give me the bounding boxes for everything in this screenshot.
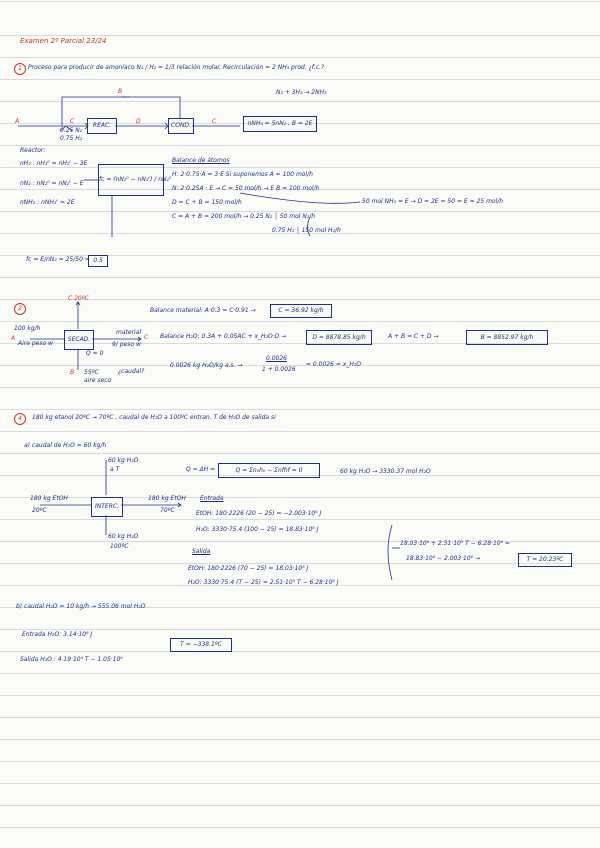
- q3-result-box: [518, 553, 572, 567]
- q1-bal4: C = A + B = 200 mol/h → 0.25 N₂ │ 50 mol N₂/h: [172, 213, 316, 220]
- q1-bal1: H: 2·0.75·A = 3·E Si suponemos A = 100 mol/h: [172, 171, 313, 178]
- q1-bal3: D = C + B = 150 mol/h: [172, 199, 242, 206]
- q3-bottom-in-t: 100ºC: [110, 543, 129, 550]
- q1-reactor-box: [87, 118, 117, 134]
- q3-b-ent: Entrada H₂O: 3.14·10⁶ J: [22, 631, 93, 638]
- question-number-2: 2: [14, 303, 26, 315]
- q2-out-b: B: [70, 369, 75, 376]
- q3-salida-heading: Salida: [192, 548, 211, 555]
- q2-air-out: 55ºC: [84, 369, 99, 376]
- q3-part-a: a) caudal de H₂O = 60 kg/h: [24, 442, 107, 449]
- q2-feed-a: A: [11, 335, 16, 342]
- q3-statement: 180 kg etanol 20ºC → 70ºC , caudal de H₂O a 100ºC entran. T de H₂O de salida si: [32, 414, 276, 421]
- q3-right-out-t: 70ºC: [160, 507, 175, 514]
- q1-product-text: nNH₃ = 5nN₂ , B = 2E: [247, 120, 313, 127]
- q1-fc-result-value: 0.5: [93, 257, 103, 264]
- q3-sal1: EtOH: 180·2226 (70 − 25) = 18.03·10⁶ J: [188, 565, 309, 572]
- q1-stream-b: B: [118, 88, 123, 95]
- q1-product-box: [243, 116, 317, 132]
- q3-result-l1: 18.03·10⁶ + 2.51·10⁵ T − 6.28·10⁶ =: [400, 540, 510, 547]
- q1-reactor-heading: Reactor:: [20, 147, 46, 154]
- q3-energy-eq: Q = ΔH =: [186, 466, 216, 473]
- q2-dryer-label: SECAD.: [67, 336, 91, 343]
- q1-eq1: nH₂ : nH₂⁰ = nH₂ᶠ − 3E: [20, 160, 88, 167]
- q3-ent2: H₂O: 3330·75.4 (100 − 25) = 18.83·10⁶ J: [196, 526, 319, 533]
- q1-eq3: nNH₃ : nNH₃ᶠ = 2E: [20, 199, 75, 206]
- q1-condenser-label: COND.: [171, 122, 191, 129]
- q2-humidity-left: 0.0026 kg H₂O/kg a.s. →: [170, 362, 243, 369]
- q1-stream-c: C: [70, 118, 75, 125]
- q1-feed-h2: 0.75 H₂: [60, 135, 83, 142]
- q3-left-in-t: 20ºC: [32, 507, 47, 514]
- q1-statement: Proceso para producir de amoníaco N₂ / H₂ = 1/3 relación molar. Recirculación = 2 NH₃ prod. ¿f.c.?: [28, 64, 325, 71]
- q2-d-result: D = 8878.85 kg/h: [312, 334, 366, 341]
- q3-right-out: 180 kg EtOH: [148, 495, 186, 502]
- q1-reactor-label: REAC.: [92, 122, 112, 129]
- q3-b-sal: Salida H₂O : 4.19·10⁴ T − 1.05·10⁶: [20, 656, 123, 663]
- q1-bal5: 0.75 H₂ │ 150 mol H₂/h: [272, 227, 341, 234]
- q2-out-label: material: [116, 329, 142, 336]
- q1-balance-heading: Balance de átomos: [172, 157, 230, 164]
- q2-feed-note: Aire peso w: [18, 340, 53, 347]
- q3-result-value: T = 20.23ºC: [526, 556, 564, 563]
- q2-air-in: C 20ºC: [68, 295, 89, 302]
- q3-part-b: b) caudal H₂O = 10 kg/h → 555.06 mol H₂O: [16, 603, 146, 610]
- q1-condenser-box: [168, 118, 194, 134]
- q2-feed: 100 kg/h: [14, 325, 41, 332]
- q1-fc-formula: fc = (nN₂⁰ − nN₂ᶠ) / nN₂⁰: [99, 176, 172, 183]
- q3-bottom-in: 60 kg H₂O: [108, 533, 139, 540]
- q2-out-note: 9/ peso w: [112, 341, 141, 348]
- q2-mass-result: C = 36.92 kg/h: [278, 307, 324, 314]
- q2-water-balance: Balance H₂O: 0.3A + 0.05AC + x_H₂O·D →: [160, 333, 287, 340]
- q2-mass-balance: Balance material: A·0.3 = C·0.91 →: [150, 307, 256, 314]
- q1-fc-result-box: [88, 255, 108, 267]
- q3-left-in: 180 kg EtOH: [30, 495, 68, 502]
- q3-top-in: 60 kg H₂O: [108, 457, 139, 464]
- q1-stream-a: A: [15, 118, 20, 125]
- q2-dryer-box: [64, 330, 94, 350]
- q2-d-result-box: [306, 330, 372, 345]
- q1-eq2: nN₂ : nN₂⁰ = nN₂ᶠ − E: [20, 180, 84, 187]
- q1-stream-d: D: [136, 118, 141, 125]
- q2-q0: Q = 0: [86, 350, 104, 357]
- q3-hx-label: INTERC.: [95, 503, 119, 510]
- q1-fc-result: fc = E/nN₂ = 25/50 =: [26, 256, 90, 263]
- q1-stream-c-right: C: [212, 118, 217, 125]
- q3-energy-text: Q = Σn₀h₀ − Σnfhf = 0: [235, 467, 303, 474]
- q2-humidity-right: = 0.0026 = x_H₂O: [306, 361, 361, 368]
- q1-feed-n2: 0.25 N₂: [60, 127, 83, 134]
- q2-b-result-box: [466, 330, 548, 345]
- q2-b-result: B = 8852.97 kg/h: [480, 334, 534, 341]
- q3-top-in-t: a T: [110, 466, 120, 473]
- q2-mass-result-box: [270, 304, 332, 318]
- q3-energy-box: [218, 463, 320, 478]
- q2-humidity-frac-top: 0.0026: [266, 355, 287, 362]
- question-number-1: 1: [14, 63, 26, 75]
- q3-b-result: T = −338.1ºC: [180, 641, 222, 648]
- q2-sum-eq: A + B = C + D →: [388, 333, 439, 340]
- q2-air-out-note: aire seco: [84, 377, 112, 384]
- q2-humidity-frac-bot: 1 + 0.0026: [262, 366, 296, 373]
- q2-out-c: C: [144, 334, 149, 341]
- q3-result-l2: 18.83·10⁶ − 2.003·10⁶ →: [406, 555, 481, 562]
- q1-bal2: N: 2·0.25A · E → C = 50 mol/h → E B = 100 mol/h: [172, 185, 320, 192]
- question-number-4: 4: [14, 413, 26, 425]
- q1-fc-box: [98, 164, 172, 196]
- q3-ent1: EtOH: 180·2226 (20 − 25) = −2.003·10⁶ J: [196, 510, 322, 517]
- q3-moles: 60 kg H₂O → 3330.37 mol H₂O: [340, 468, 431, 475]
- page-title: Examen 2º Parcial 23/24: [20, 37, 107, 45]
- q3-b-result-box: [170, 638, 232, 652]
- q2-question: ¿caudal?: [118, 368, 145, 375]
- q1-reaction: N₂ + 3H₂ → 2NH₃: [276, 89, 327, 96]
- q3-hx-box: [91, 497, 123, 517]
- q1-bal-right: 50 mol NH₃ = E → D = 2E = 50 = E = 25 mol/h: [362, 198, 504, 205]
- q3-entrada-heading: Entrada: [200, 495, 224, 502]
- q3-sal2: H₂O: 3330·75.4 (T − 25) = 2.51·10⁵ T − 6.28·10⁶ J: [188, 579, 339, 586]
